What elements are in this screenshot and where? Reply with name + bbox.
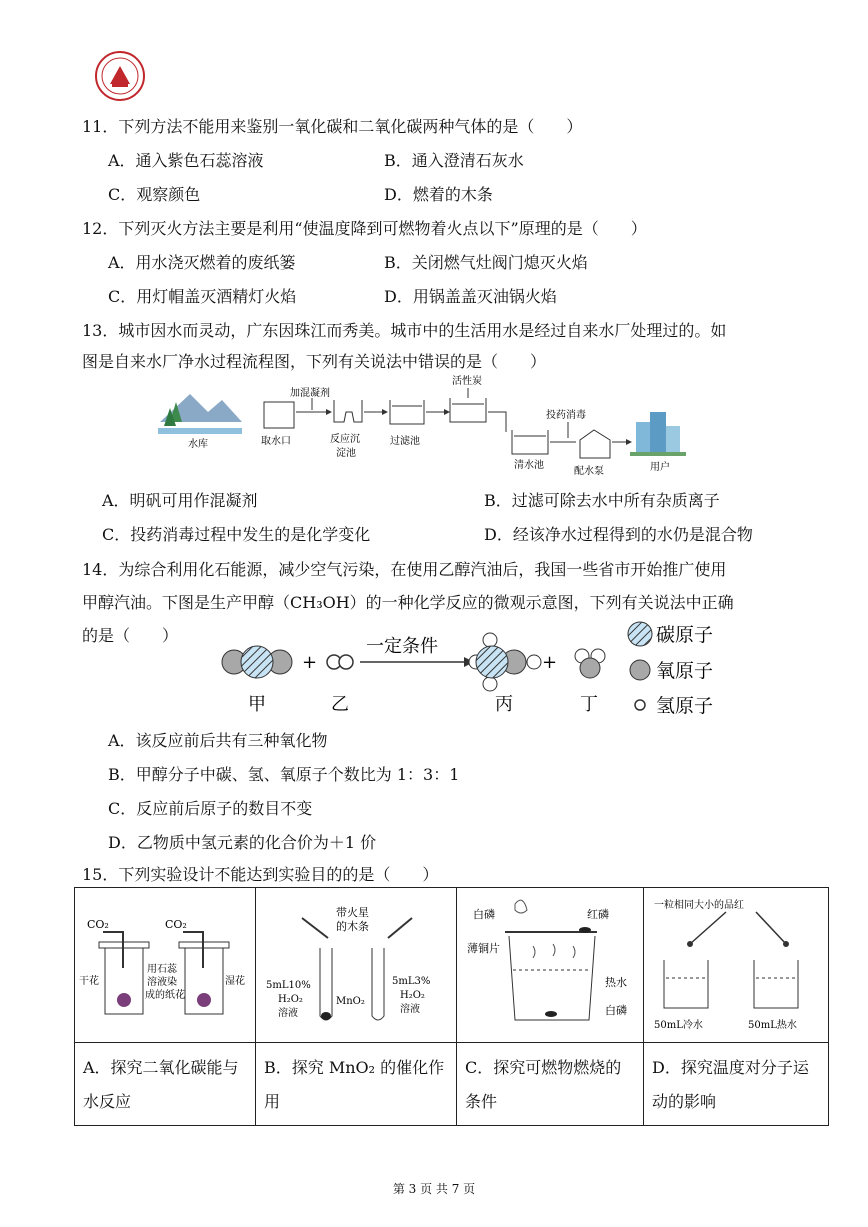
svg-text:H₂O₂: H₂O₂ bbox=[400, 990, 425, 1001]
q13-option-a: A．明矾可用作混凝剂 bbox=[102, 491, 258, 510]
methanol-reaction-diagram bbox=[210, 612, 740, 724]
svg-text:白磷: 白磷 bbox=[605, 1004, 627, 1017]
q13-option-d: D．经该净水过程得到的水仍是混合物 bbox=[484, 525, 753, 544]
q14-option-d: D．乙物质中氢元素的化合价为＋1 价 bbox=[108, 833, 377, 852]
label-jia: 甲 bbox=[248, 694, 266, 715]
label-clear: 清水池 bbox=[514, 460, 544, 471]
q11-option-a: A．通入紫色石蕊溶液 bbox=[108, 151, 264, 170]
label-pump: 配水泵 bbox=[574, 466, 604, 477]
page-footer: 第 3 页 共 7 页 bbox=[392, 1182, 476, 1196]
svg-text:带火星: 带火星 bbox=[336, 906, 369, 919]
svg-text:热水: 热水 bbox=[605, 976, 627, 989]
q12-option-b: B．关闭燃气灶阀门熄灭火焰 bbox=[384, 253, 588, 272]
exp-b-figure bbox=[256, 888, 456, 1038]
legend-oxygen-icon bbox=[630, 660, 650, 680]
svg-text:溶液染: 溶液染 bbox=[147, 977, 177, 988]
q13-stem-line1: 13．城市因水而灵动，广东因珠江而秀美。城市中的生活用水是经过自来水厂处理过的。如 bbox=[82, 321, 727, 340]
exp-c-figure bbox=[457, 888, 643, 1038]
label-settling-1: 反应沉 bbox=[330, 434, 360, 445]
reservoir-icon bbox=[158, 394, 242, 434]
q12-option-c: C．用灯帽盖灭酒精灯火焰 bbox=[108, 287, 297, 306]
svg-text:溶液: 溶液 bbox=[278, 1008, 298, 1019]
svg-text:干花: 干花 bbox=[79, 976, 99, 987]
exp-a-caption: A．探究二氧化碳能与水反应 bbox=[75, 1043, 256, 1126]
molecule-bing bbox=[469, 633, 541, 691]
q11-stem: 11．下列方法不能用来鉴别一氧化碳和二氧化碳两种气体的是（ ） bbox=[82, 117, 583, 136]
pump-house bbox=[580, 430, 610, 458]
exp-d-caption: D．探究温度对分子运动的影响 bbox=[644, 1043, 829, 1126]
carbon-tank bbox=[450, 398, 486, 422]
exp-c-caption: C．探究可燃物燃烧的条件 bbox=[457, 1043, 644, 1126]
q11-option-c: C．观察颜色 bbox=[108, 185, 201, 204]
legend-oxygen: 氧原子 bbox=[656, 660, 714, 682]
label-bing: 丙 bbox=[495, 694, 513, 715]
q14-option-c: C．反应前后原子的数目不变 bbox=[108, 799, 313, 818]
reaction-condition: 一定条件 bbox=[366, 636, 438, 657]
plus-2: + bbox=[542, 652, 558, 673]
svg-text:白磷: 白磷 bbox=[473, 908, 495, 921]
clear-water-tank bbox=[512, 430, 548, 454]
exp-b-caption: B．探究 MnO₂ 的催化作用 bbox=[256, 1043, 457, 1126]
label-reservoir: 水库 bbox=[188, 439, 208, 450]
molecule-jia bbox=[222, 646, 292, 678]
settling-tank bbox=[334, 400, 362, 422]
q14-stem-line2: 甲醇汽油。下图是生产甲醇（CH₃OH）的一种化学反应的微观示意图，下列有关说法中正确 bbox=[82, 593, 734, 612]
q13-stem-line2: 图是自来水厂净水过程流程图，下列有关说法中错误的是（ ） bbox=[82, 352, 547, 371]
school-seal-logo bbox=[94, 50, 146, 102]
svg-text:溶液: 溶液 bbox=[400, 1004, 420, 1015]
q13-option-b: B．过滤可除去水中所有杂质离子 bbox=[484, 491, 720, 510]
svg-text:5mL10%: 5mL10% bbox=[266, 980, 311, 991]
svg-text:5mL3%: 5mL3% bbox=[392, 976, 431, 987]
label-ding: 丁 bbox=[580, 694, 598, 715]
q11-option-d: D．燃着的木条 bbox=[384, 185, 493, 204]
svg-text:用石蕊: 用石蕊 bbox=[147, 964, 177, 975]
svg-text:的木条: 的木条 bbox=[336, 920, 369, 933]
label-filter: 过滤池 bbox=[390, 436, 420, 447]
svg-text:湿花: 湿花 bbox=[225, 976, 245, 987]
svg-text:薄铜片: 薄铜片 bbox=[467, 942, 500, 955]
q13-option-c: C．投药消毒过程中发生的是化学变化 bbox=[102, 525, 371, 544]
svg-text:CO₂: CO₂ bbox=[165, 918, 187, 931]
legend-hydrogen: 氢原子 bbox=[656, 695, 714, 717]
svg-text:50mL热水: 50mL热水 bbox=[748, 1020, 797, 1031]
intake-box bbox=[264, 402, 294, 428]
molecule-yi bbox=[327, 655, 353, 669]
q14-stem-line3: 的是（ ） bbox=[82, 626, 179, 645]
q15-stem: 15．下列实验设计不能达到实验目的的是（ ） bbox=[82, 865, 439, 884]
svg-text:CO₂: CO₂ bbox=[87, 918, 109, 931]
svg-text:MnO₂: MnO₂ bbox=[336, 996, 365, 1007]
exp-a-figure bbox=[75, 888, 255, 1038]
user-buildings-icon bbox=[630, 412, 686, 456]
q14-option-b: B．甲醇分子中碳、氢、氧原子个数比为 1：3：1 bbox=[108, 765, 460, 784]
experiment-table bbox=[74, 887, 829, 1126]
legend-carbon: 碳原子 bbox=[656, 624, 714, 646]
molecule-ding bbox=[575, 649, 605, 678]
q12-option-a: A．用水浇灭燃着的废纸篓 bbox=[108, 253, 296, 272]
q11-option-b: B．通入澄清石灰水 bbox=[384, 151, 524, 170]
filter-tank bbox=[390, 400, 424, 424]
label-carbon: 活性炭 bbox=[452, 376, 482, 387]
q12-option-d: D．用锅盖盖灭油锅火焰 bbox=[384, 287, 557, 306]
svg-text:成的纸花: 成的纸花 bbox=[145, 990, 185, 1001]
svg-text:50mL冷水: 50mL冷水 bbox=[654, 1020, 703, 1031]
label-intake: 取水口 bbox=[261, 436, 291, 447]
q14-stem-line1: 14．为综合利用化石能源，减少空气污染，在使用乙醇汽油后，我国一些省市开始推广使用 bbox=[82, 560, 727, 579]
water-plant-flow-diagram bbox=[150, 372, 690, 482]
label-disinfect: 投药消毒 bbox=[546, 410, 586, 421]
q12-stem: 12．下列灭火方法主要是利用“使温度降到可燃物着火点以下”原理的是（ ） bbox=[82, 219, 647, 238]
label-coagulant: 加混凝剂 bbox=[290, 388, 330, 399]
q14-option-a: A．该反应前后共有三种氧化物 bbox=[108, 731, 328, 750]
svg-text:一粒相同大小的品红: 一粒相同大小的品红 bbox=[654, 900, 744, 911]
label-yi: 乙 bbox=[331, 694, 349, 715]
legend-carbon-icon bbox=[628, 622, 652, 646]
label-user: 用户 bbox=[650, 462, 670, 473]
svg-text:红磷: 红磷 bbox=[587, 908, 609, 921]
legend-hydrogen-icon bbox=[635, 700, 645, 710]
label-settling-2: 淀池 bbox=[336, 448, 356, 459]
exp-d-figure bbox=[644, 888, 828, 1038]
svg-text:H₂O₂: H₂O₂ bbox=[278, 994, 303, 1005]
plus-1: + bbox=[302, 652, 318, 673]
